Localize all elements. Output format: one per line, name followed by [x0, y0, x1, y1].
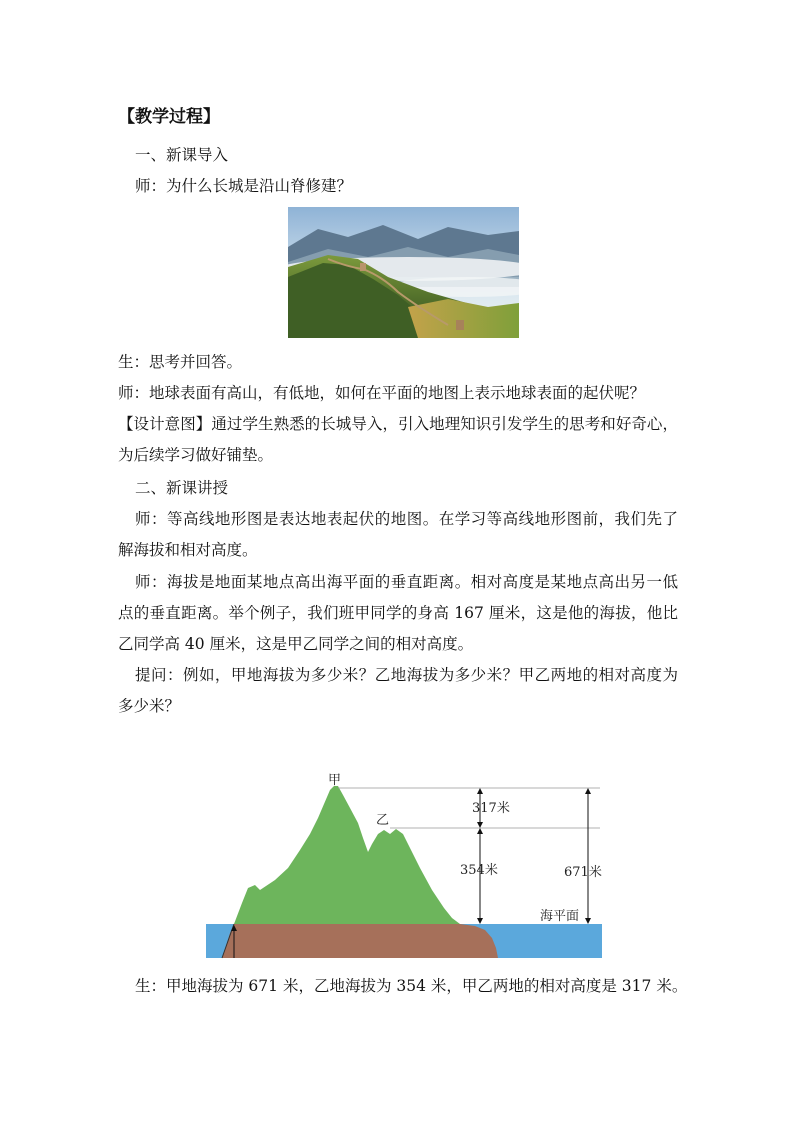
label-671: 671米	[564, 865, 602, 880]
heading-new-lesson-intro: 一、新课导入	[135, 146, 229, 164]
label-yi: 乙	[376, 813, 390, 828]
label-354: 354米	[460, 863, 498, 878]
label-317: 317米	[472, 801, 510, 816]
teacher-altitude-line-3: 乙同学高 40 厘米，这是甲乙同学之间的相对高度。	[118, 635, 474, 653]
earth-ground	[222, 924, 498, 958]
student-answer-1: 生：思考并回答。	[118, 353, 243, 371]
heading-new-lesson-teaching: 二、新课讲授	[135, 479, 229, 497]
section-title: 【教学过程】	[118, 107, 220, 127]
label-jia: 甲	[328, 773, 342, 788]
student-answer-altitude: 生：甲地海拔为 671 米，乙地海拔为 354 米，甲乙两地的相对高度是 317 米。	[135, 977, 688, 995]
teacher-contour-line-1: 师：等高线地形图是表达地表起伏的地图。在学习等高线地形图前，我们先了	[135, 510, 678, 528]
design-intent-line-1: 【设计意图】通过学生熟悉的长城导入，引入地理知识引发学生的思考和好奇心，	[118, 415, 678, 433]
great-wall-photo	[288, 207, 519, 338]
teacher-question-surface: 师：地球表面有高山，有低地，如何在平面的地图上表示地球表面的起伏呢？	[118, 384, 646, 402]
teacher-altitude-line-1: 师：海拔是地面某地点高出海平面的垂直距离。相对高度是某地点高出另一低	[135, 573, 678, 591]
teacher-question-great-wall: 师：为什么长城是沿山脊修建？	[135, 177, 353, 195]
mountain-shape	[234, 786, 460, 924]
label-sea-level: 海平面	[540, 909, 580, 924]
question-line-2: 多少米？	[118, 697, 181, 715]
question-line-1: 提问：例如，甲地海拔为多少米？乙地海拔为多少米？甲乙两地的相对高度为	[135, 666, 678, 684]
teacher-altitude-line-2: 点的垂直距离。举个例子，我们班甲同学的身高 167 厘米，这是他的海拔，他比	[118, 604, 678, 622]
design-intent-line-2: 为后续学习做好铺垫。	[118, 446, 274, 464]
teacher-contour-line-2: 解海拔和相对高度。	[118, 541, 258, 559]
altitude-diagram	[200, 768, 610, 963]
